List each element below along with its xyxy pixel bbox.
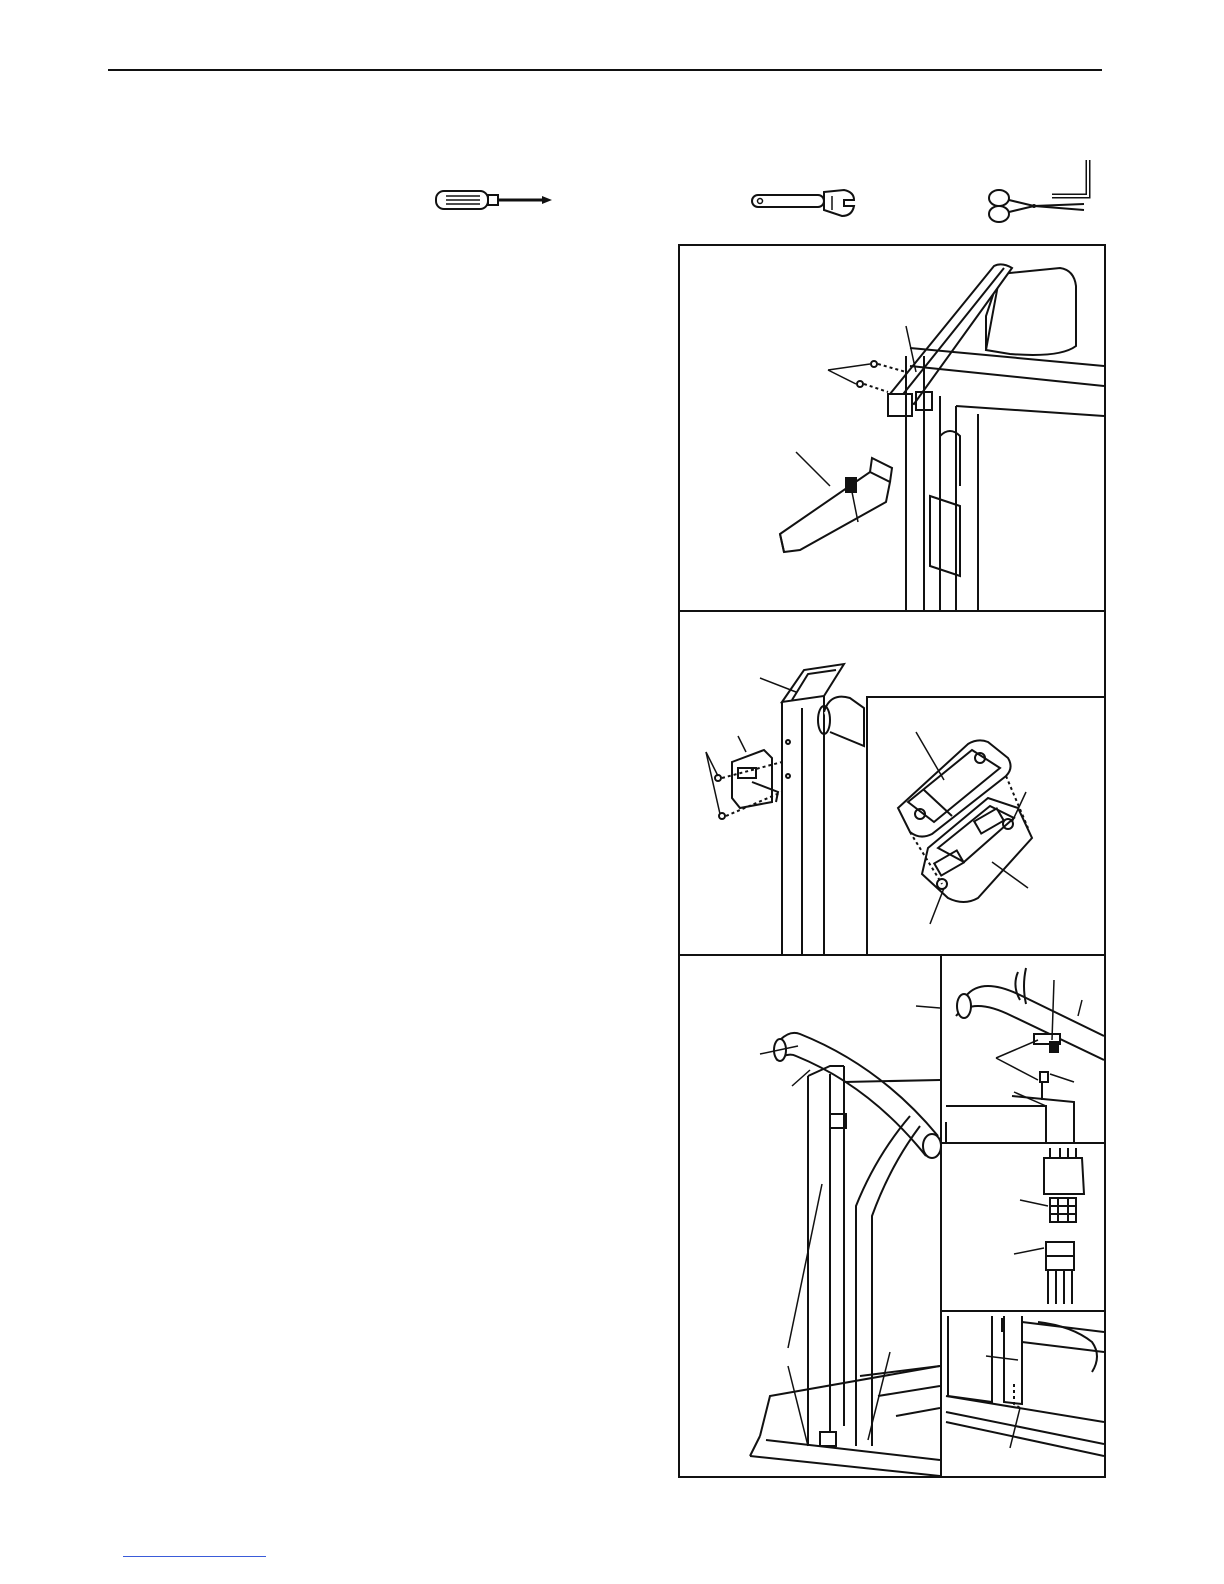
allen-wrench-icon xyxy=(1048,158,1098,202)
figure-base-inset xyxy=(940,1310,1106,1478)
tools-row xyxy=(0,150,1224,230)
figure-handrail-install xyxy=(678,954,942,1478)
adjustable-wrench-icon xyxy=(748,186,860,220)
figure-bracket-inset xyxy=(866,696,1106,956)
figure-upright-assembly xyxy=(678,244,1106,612)
figure-wire-connection-inset xyxy=(940,954,1106,1144)
header-rule xyxy=(108,69,1102,71)
figure-connector-inset xyxy=(940,1142,1106,1314)
screwdriver-icon xyxy=(434,188,556,212)
footer-link-underline[interactable] xyxy=(123,1556,266,1557)
